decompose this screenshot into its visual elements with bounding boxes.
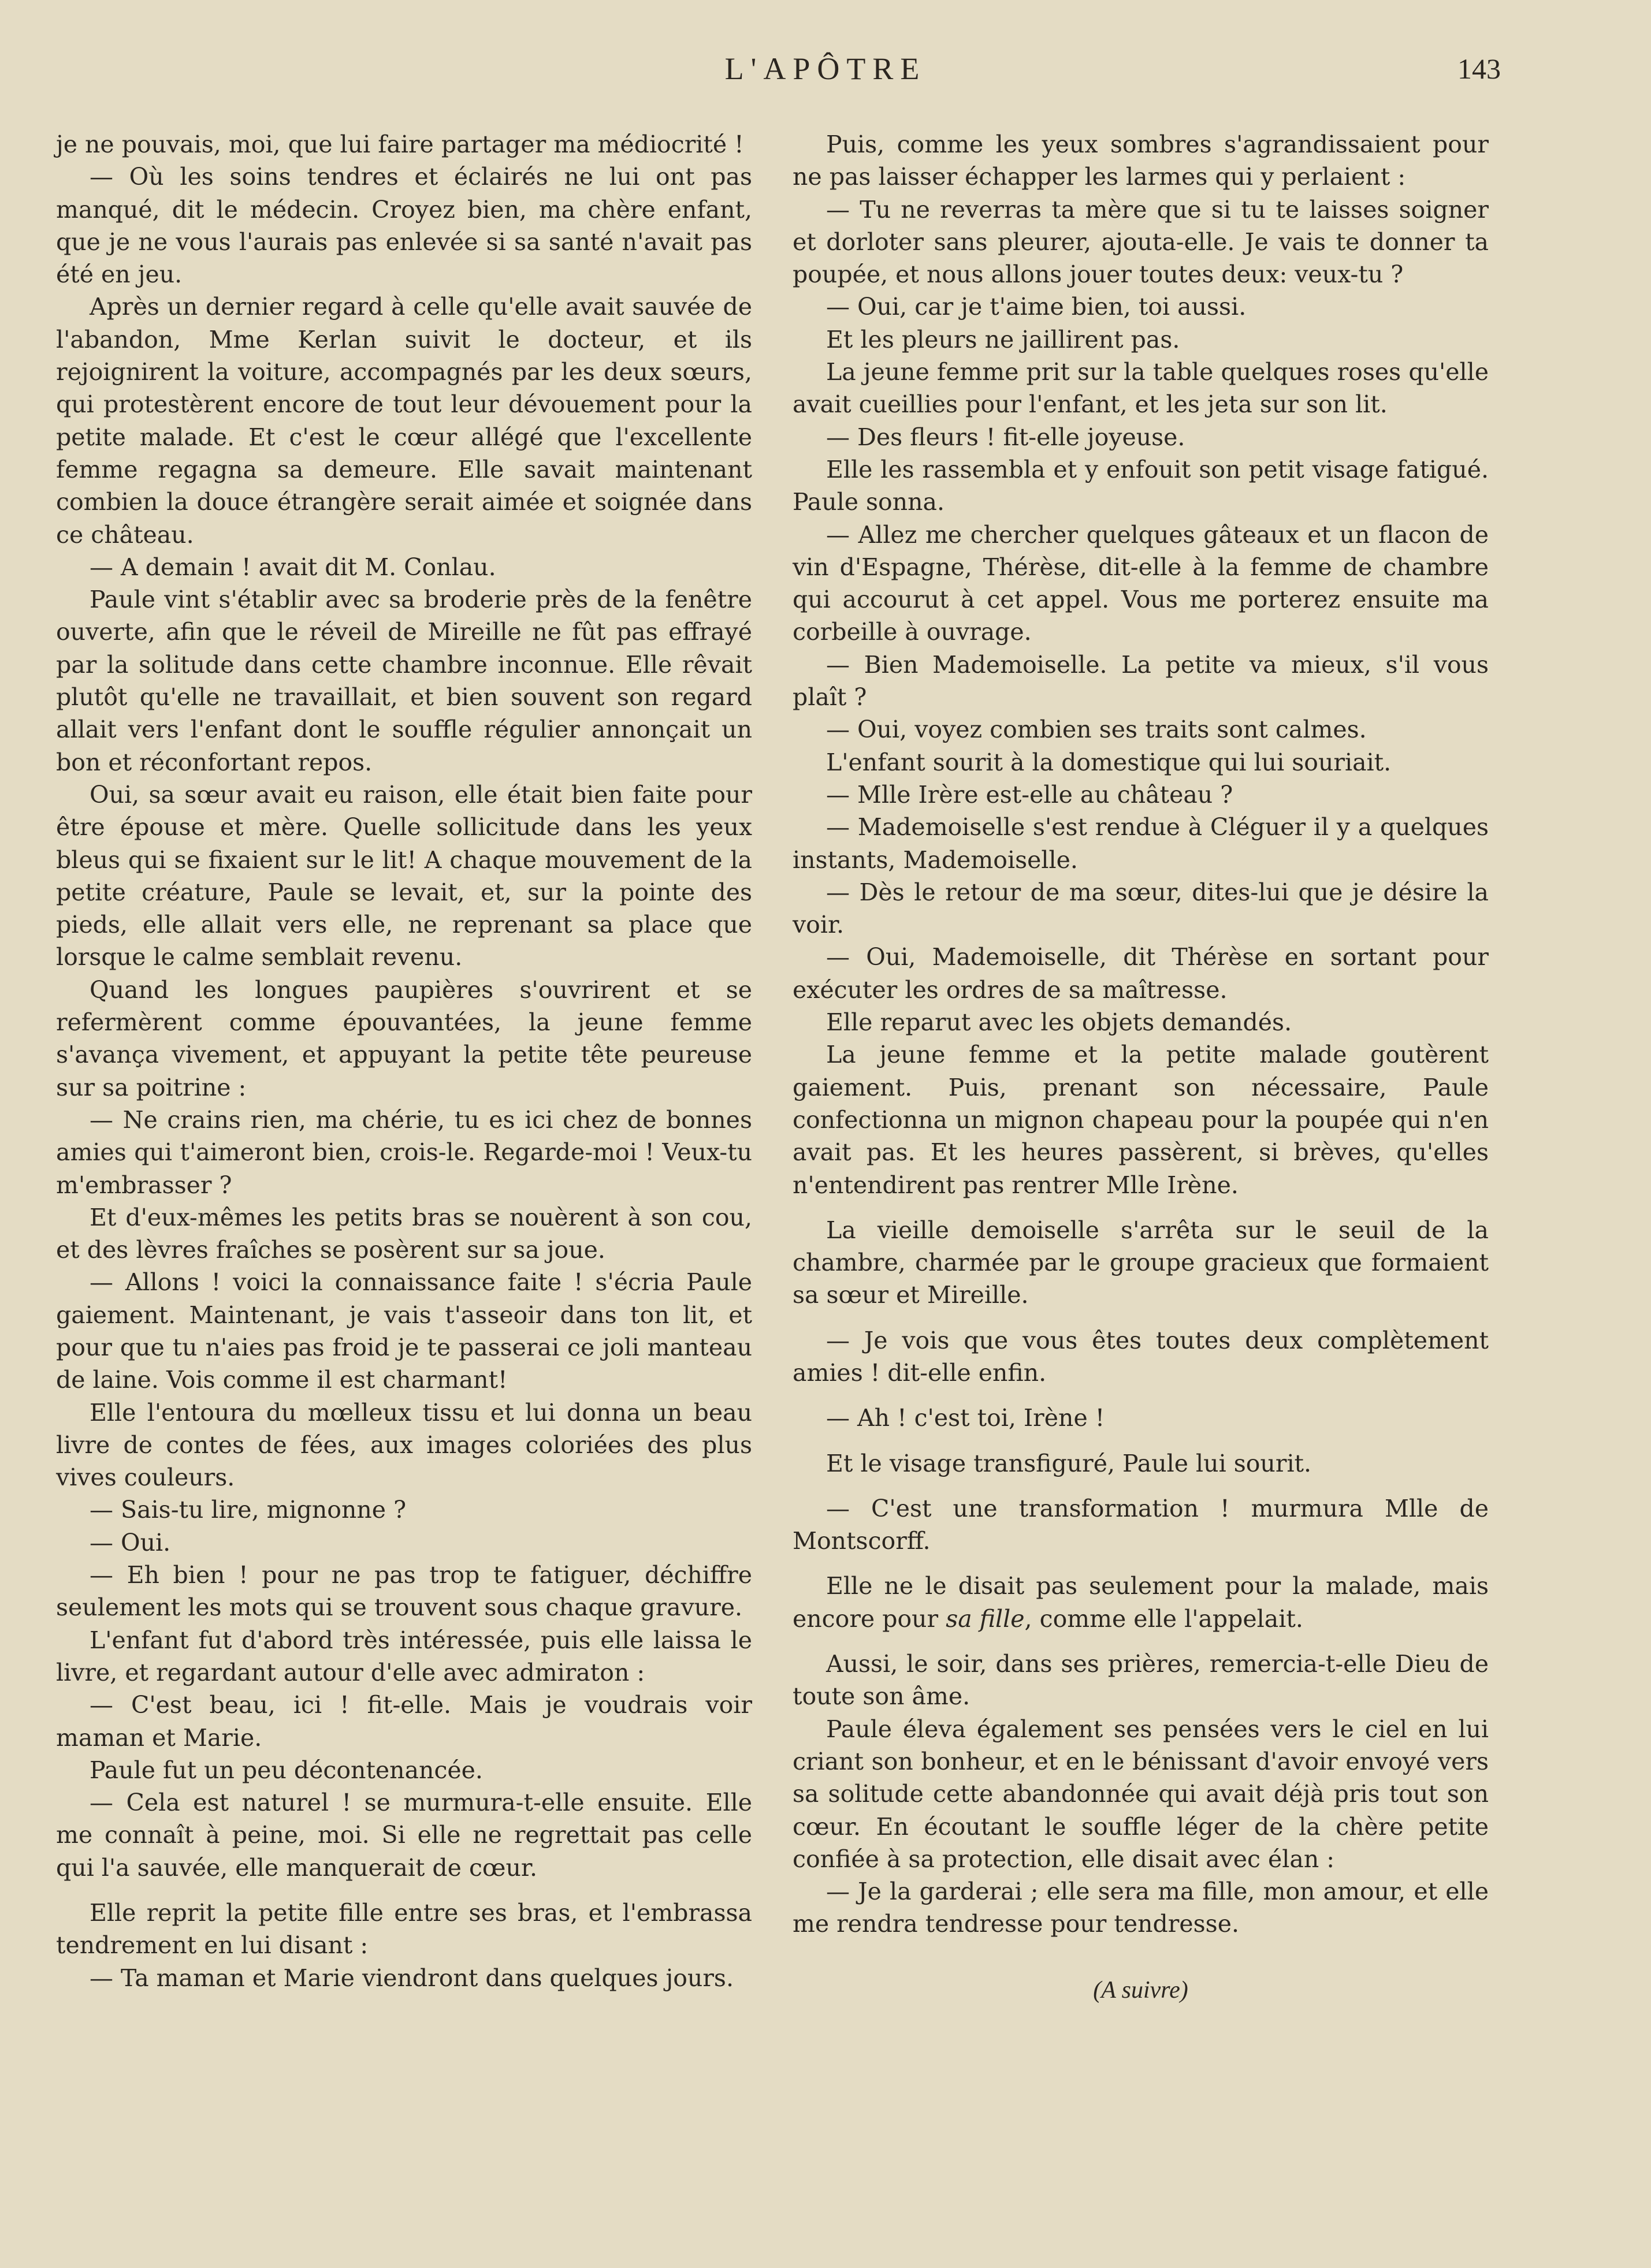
paragraph: L'enfant fut d'abord très intéressée, puis elle laissa le livre, et regardant autour d'elle avec admiraton : (56, 1626, 752, 1686)
paragraph: — Mademoiselle s'est rendue à Cléguer il y a quelques instants, Mademoiselle. (793, 813, 1489, 874)
paragraph: — Je vois que vous êtes toutes deux complètement amies ! dit-elle enfin. (793, 1326, 1489, 1387)
paragraph: — A demain ! avait dit M. Conlau. (90, 553, 496, 581)
paragraph: La vieille demoiselle s'arrêta sur le seuil de la chambre, charmée par le groupe gracieux que formaient sa sœur et Mireille. (793, 1216, 1489, 1309)
to-be-continued: (A suivre) (1093, 1976, 1188, 2003)
paragraph: — Oui, car je t'aime bien, toi aussi. (826, 293, 1247, 321)
paragraph: — Allez me chercher quelques gâteaux et un flacon de vin d'Espagne, Thérèse, dit-elle à la femme de chambre qui accourut à cet appel. Vous me porterez ensuite ma corbeille à ouvrage. (793, 520, 1489, 646)
left-column (56, 128, 752, 1994)
paragraph: — Bien Mademoiselle. La petite va mieux, s'il vous plaît ? (793, 650, 1489, 712)
paragraph: — Sais-tu lire, mignonne ? (90, 1496, 407, 1524)
text-segment: , comme elle l'appelait. (1024, 1604, 1303, 1633)
paragraph: Et d'eux-mêmes les petits bras se nouèrent à son cou, et des lèvres fraîches se posèrent sur sa joue. (56, 1203, 752, 1264)
paragraph: — Dès le retour de ma sœur, dites-lui que je désire la voir. (793, 878, 1489, 939)
paragraph: Quand les longues paupières s'ouvrirent et se refermèrent comme épouvantées, la jeune femme s'avança vivement, et appuyant la petite tête peureuse sur sa poitrine : (56, 975, 752, 1101)
paragraph: Puis, comme les yeux sombres s'agrandissaient pour ne pas laisser échapper les larmes qui y perlaient : (793, 131, 1489, 191)
paragraph: L'enfant sourit à la domestique qui lui souriait. (826, 748, 1392, 776)
paragraph: Elle l'entoura du mœlleux tissu et lui donna un beau livre de contes de fées, aux images coloriées des plus vives couleurs. (56, 1398, 752, 1492)
paragraph: — C'est une transformation ! murmura Mlle de Montscorff. (793, 1494, 1489, 1555)
paragraph: Elle reprit la petite fille entre ses bras, et l'embrassa tendrement en lui disant : (56, 1899, 752, 1960)
paragraph: — Mlle Irère est-elle au château ? (826, 780, 1233, 809)
paragraph: — Oui, voyez combien ses traits sont calmes. (826, 716, 1367, 744)
paragraph: — Oui, Mademoiselle, dit Thérèse en sortant pour exécuter les ordres de sa maîtresse. (793, 943, 1489, 1004)
paragraph: je ne pouvais, moi, que lui faire partager ma médiocrité ! (56, 131, 744, 158)
paragraph: — C'est beau, ici ! fit-elle. Mais je voudrais voir maman et Marie. (56, 1691, 752, 1752)
italic-text: sa fille (946, 1604, 1025, 1633)
paragraph: — Cela est naturel ! se murmura-t-elle ensuite. Elle me connaît à peine, moi. Si elle ne regrettait pas celle qui l'a sauvée, elle manquerait de cœur. (56, 1789, 752, 1882)
paragraph: — Eh bien ! pour ne pas trop te fatiguer, déchiffre seulement les mots qui se trouvent sous chaque gravure. (56, 1561, 752, 1622)
paragraph: Elle reparut avec les objets demandés. (826, 1008, 1292, 1037)
text-segment: Elle ne le disait pas seulement pour la malade, mais encore pour (793, 1572, 1489, 1633)
paragraph: — Des fleurs ! fit-elle joyeuse. (826, 423, 1185, 451)
paragraph: Et le visage transfiguré, Paule lui sourit. (826, 1449, 1312, 1477)
paragraph: — Tu ne reverras ta mère que si tu te laisses soigner et dorloter sans pleurer, ajouta-elle. Je vais te donner ta poupée, et nous allons jouer toutes deux: veux-tu ? (793, 195, 1489, 289)
paragraph: Paule fut un peu décontenancée. (90, 1756, 483, 1784)
paragraph-with-italic (793, 1570, 1489, 1635)
paragraph: Après un dernier regard à celle qu'elle avait sauvée de l'abandon, Mme Kerlan suivit le docteur, et ils rejoignirent la voiture, accompagnés par les deux sœurs, qui protestèrent encore de tout leur dévouement pour la petite malade. Et c'est le cœur allégé que l'excellente femme regagna sa demeure. Elle savait maintenant combien la douce étrangère serait aimée et soignée dans ce château. (56, 293, 752, 549)
paragraph: — Ne crains rien, ma chérie, tu es ici chez de bonnes amies qui t'aimeront bien, crois-le. Regarde-moi ! Veux-tu m'embrasser ? (56, 1105, 752, 1199)
paragraph: La jeune femme et la petite malade goutèrent gaiement. Puis, prenant son nécessaire, Paule confectionna un mignon chapeau pour la poupée qui n'en avait pas. Et les heures passèrent, si brèves, qu'elles n'entendirent pas rentrer Mlle Irène. (793, 1041, 1489, 1199)
paragraph: Aussi, le soir, dans ses prières, remercia-t-elle Dieu de toute son âme. (793, 1650, 1489, 1711)
paragraph: — Ah ! c'est toi, Irène ! (826, 1404, 1105, 1432)
paragraph: Paule éleva également ses pensées vers le ciel en lui criant son bonheur, et en le bénissant d'avoir envoyé vers sa solitude cette abandonnée qui avait déjà pris tout son cœur. En écoutant le souffle léger de la chère petite confiée à sa protection, elle disait avec élan : (793, 1715, 1489, 1873)
running-title: L'APÔTRE (724, 51, 927, 86)
paragraph: La jeune femme prit sur la table quelques roses qu'elle avait cueillies pour l'enfant, et les jeta sur son lit. (793, 358, 1489, 419)
paragraph: Paule vint s'établir avec sa broderie près de la fenêtre ouverte, afin que le réveil de Mireille ne fût pas effrayé par la solitude dans cette chambre inconnue. Elle rêvait plutôt qu'elle ne travaillait, et bien souvent son regard allait vers l'enfant dont le souffle régulier annonçait un bon et réconfortant repos. (56, 586, 752, 776)
paragraph: — Ta maman et Marie viendront dans quelques jours. (90, 1964, 734, 1992)
page-number: 143 (1457, 53, 1501, 85)
right-column (793, 128, 1489, 2006)
paragraph: — Où les soins tendres et éclairés ne lui ont pas manqué, dit le médecin. Croyez bien, ma chère enfant, que je ne vous l'aurais pas enlevée si sa santé n'avait pas été en jeu. (56, 163, 752, 289)
paragraph: Et les pleurs ne jaillirent pas. (826, 325, 1180, 353)
paragraph: — Je la garderai ; elle sera ma fille, mon amour, et elle me rendra tendresse pour tendresse. (793, 1878, 1489, 1938)
paragraph: Oui, sa sœur avait eu raison, elle était bien faite pour être épouse et mère. Quelle sollicitude dans les yeux bleus qui se fixaient sur le lit! A chaque mouvement de la petite créature, Paule se levait, et, sur la pointe des pieds, elle allait vers elle, ne reprenant sa place que lorsque le calme semblait revenu. (56, 780, 752, 971)
paragraph: — Allons ! voici la connaissance faite ! s'écria Paule gaiement. Maintenant, je vais t'asseoir dans ton lit, et pour que tu n'aies pas froid je te passerai ce joli manteau de laine. Vois comme il est charmant! (56, 1268, 752, 1394)
paragraph: Elle les rassembla et y enfouit son petit visage fatigué. Paule sonna. (793, 455, 1489, 516)
paragraph: — Oui. (90, 1528, 171, 1556)
